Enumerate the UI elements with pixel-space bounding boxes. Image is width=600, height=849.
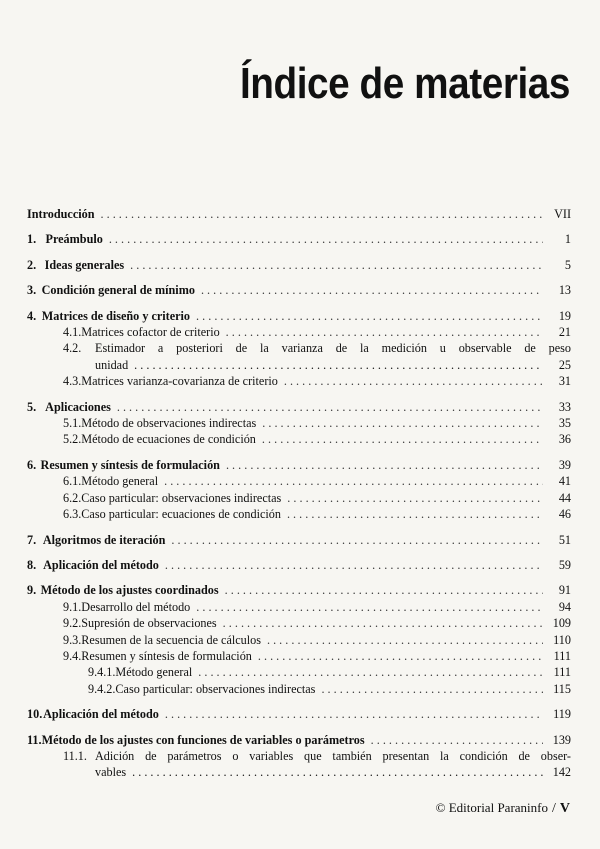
toc-leader-dots — [198, 664, 543, 680]
toc-leader-dots — [226, 324, 543, 340]
toc-group — [27, 706, 571, 722]
toc-entry-page: 111 — [553, 648, 571, 663]
toc-entry-page: 13 — [558, 283, 571, 298]
toc-entry-page: 5 — [564, 257, 571, 272]
toc-group — [27, 532, 571, 548]
toc-entry-title: Supresión de observaciones — [81, 616, 217, 631]
toc-entry-title: Método general — [81, 474, 159, 489]
toc-entry-page: 111 — [553, 665, 571, 680]
toc-leader-dots — [196, 599, 543, 615]
toc-chapter-entry — [27, 557, 571, 573]
toc-entry-number: 9.4. — [63, 648, 82, 663]
toc-entry-title: Matrices varianza-covarianza de criterio — [81, 374, 278, 389]
toc-group — [27, 257, 571, 273]
toc-entry-title: Caso particular: observaciones indirectas — [115, 681, 316, 696]
toc-group — [27, 557, 571, 573]
toc-leader-dots — [109, 231, 543, 247]
toc-entry-title: Aplicación del método — [43, 557, 159, 572]
page-footer — [436, 800, 570, 817]
toc-section-entry — [27, 648, 571, 664]
toc-group — [27, 457, 571, 523]
toc-entry-page: 59 — [558, 557, 571, 572]
toc-entry-page: 139 — [552, 732, 571, 747]
toc-entry-number: 4.1. — [63, 325, 82, 340]
toc-entry-title: Método de los ajustes coordinados — [40, 583, 219, 598]
toc-entry-title: Ideas generales — [44, 257, 125, 272]
toc-section-entry — [27, 340, 571, 373]
toc-entry-title: Preámbulo — [45, 232, 103, 247]
toc-entry-line — [63, 748, 571, 764]
table-of-contents — [27, 206, 571, 781]
toc-group — [27, 231, 571, 247]
toc-entry-title: Matrices cofactor de criterio — [81, 325, 220, 340]
toc-group — [27, 582, 571, 697]
toc-section-entry — [27, 599, 571, 615]
toc-leader-dots — [196, 308, 543, 324]
toc-entry-title: Caso particular: ecuaciones de condición — [81, 507, 281, 522]
toc-entry-number: 6.2. — [63, 490, 82, 505]
toc-leader-dots — [287, 506, 543, 522]
toc-leader-dots — [267, 632, 543, 648]
toc-leader-dots — [262, 415, 543, 431]
toc-entry-page: 119 — [553, 707, 571, 722]
toc-entry-page: 35 — [558, 416, 571, 431]
toc-entry-number: 3. — [27, 283, 37, 298]
toc-entry-page: 25 — [558, 357, 571, 372]
toc-subsection-entry — [27, 664, 571, 680]
toc-section-entry — [27, 615, 571, 631]
toc-entry-number: 5.2. — [63, 432, 82, 447]
toc-entry-line — [63, 340, 571, 356]
toc-subsection-entry — [27, 681, 571, 697]
toc-entry-number: 5. — [27, 399, 37, 414]
toc-entry-line — [63, 764, 571, 780]
toc-entry-number: 9.4.1. — [88, 665, 116, 680]
toc-section-entry — [27, 506, 571, 522]
toc-leader-dots — [165, 557, 543, 573]
toc-entry-number: 9.4.2. — [88, 681, 116, 696]
toc-entry-title: Aplicación del método — [43, 707, 159, 722]
toc-chapter-entry — [27, 732, 571, 748]
toc-entry-number: 4.2. — [63, 341, 82, 356]
toc-entry-page: 142 — [552, 765, 571, 780]
toc-leader-dots — [226, 457, 543, 473]
toc-entry-title: Aplicaciones — [45, 399, 111, 414]
toc-entry-page: 33 — [558, 399, 571, 414]
toc-entry-page: 91 — [558, 583, 571, 598]
toc-entry-page: 94 — [558, 599, 571, 614]
publisher-credit: © Editorial Paraninfo — [435, 800, 548, 815]
toc-section-entry — [27, 431, 571, 447]
toc-section-entry — [27, 632, 571, 648]
toc-entry-title: Adición de parámetros o variables que también presentan la condición de obser- — [95, 748, 571, 763]
toc-entry-title: Condición general de mínimo — [41, 283, 195, 298]
toc-entry-number: 9.3. — [63, 632, 82, 647]
toc-leader-dots — [223, 615, 543, 631]
toc-entry-page: 31 — [558, 374, 571, 389]
toc-group — [27, 308, 571, 390]
toc-leader-dots — [225, 582, 543, 598]
toc-entry-page: 115 — [553, 681, 571, 696]
toc-section-entry — [27, 373, 571, 389]
toc-entry-title: Método de observaciones indirectas — [81, 416, 257, 431]
toc-entry-page: 109 — [552, 616, 571, 631]
toc-entry-number: 9.1. — [63, 599, 82, 614]
toc-group — [27, 732, 571, 781]
toc-entry-page: 1 — [564, 232, 571, 247]
toc-entry-number: 11.1. — [63, 748, 87, 763]
toc-entry-page: 36 — [558, 432, 571, 447]
toc-entry-page: 46 — [558, 507, 571, 522]
toc-entry-number: 9.2. — [63, 616, 82, 631]
toc-entry-number: 8. — [27, 557, 37, 572]
toc-entry-title-continued: unidad — [95, 357, 129, 372]
footer-separator: / — [551, 801, 556, 816]
page-title: Índice de materias — [240, 59, 570, 109]
toc-entry-number: 9. — [27, 583, 37, 598]
toc-leader-dots — [101, 206, 544, 222]
toc-leader-dots — [117, 399, 543, 415]
toc-entry-number: 6. — [27, 457, 37, 472]
toc-chapter-entry — [27, 582, 571, 598]
toc-chapter-entry — [27, 532, 571, 548]
toc-entry-title: Algoritmos de iteración — [42, 532, 166, 547]
toc-group — [27, 282, 571, 298]
toc-entry-page: 19 — [558, 308, 571, 323]
toc-entry-title: Método de ecuaciones de condición — [81, 432, 256, 447]
toc-leader-dots — [201, 282, 543, 298]
toc-leader-dots — [134, 357, 543, 373]
toc-entry-title: Método de los ajustes con funciones de variables o parámetros — [41, 732, 365, 747]
toc-entry-line — [63, 357, 571, 373]
toc-chapter-entry — [27, 399, 571, 415]
toc-section-entry — [27, 415, 571, 431]
toc-entry-title: Resumen y síntesis de formulación — [40, 457, 220, 472]
toc-leader-dots — [258, 648, 543, 664]
toc-chapter-entry — [27, 257, 571, 273]
toc-entry-number: 11. — [27, 732, 42, 747]
toc-group — [27, 206, 571, 222]
toc-entry-number: 4.3. — [63, 374, 82, 389]
toc-section-entry — [27, 324, 571, 340]
toc-chapter-entry — [27, 231, 571, 247]
toc-entry-page: 41 — [558, 474, 571, 489]
toc-leader-dots — [171, 532, 543, 548]
toc-entry-title: Resumen de la secuencia de cálculos — [81, 632, 261, 647]
toc-entry-number: 4. — [27, 308, 37, 323]
toc-chapter-entry — [27, 308, 571, 324]
toc-section-entry — [27, 490, 571, 506]
toc-entry-number: 6.1. — [63, 474, 82, 489]
toc-leader-dots — [262, 431, 543, 447]
toc-entry-page: VII — [554, 207, 571, 221]
toc-entry-title: Desarrollo del método — [81, 599, 191, 614]
toc-entry-title: Caso particular: observaciones indirectas — [81, 490, 282, 505]
toc-leader-dots — [321, 681, 543, 697]
toc-chapter-entry — [27, 282, 571, 298]
toc-chapter-entry — [27, 457, 571, 473]
toc-leader-dots — [371, 732, 543, 748]
toc-entry-number: 10. — [27, 707, 43, 722]
toc-entry-number: 6.3. — [63, 507, 82, 522]
toc-entry-page: 21 — [558, 325, 571, 340]
toc-leader-dots — [165, 706, 543, 722]
toc-entry-page: 110 — [553, 632, 571, 647]
toc-section-entry — [27, 473, 571, 489]
toc-entry-page: 44 — [558, 490, 571, 505]
toc-entry-title: Estimador a posteriori de la varianza de la medición u observable de peso — [95, 341, 571, 356]
toc-entry-title: Método general — [115, 665, 193, 680]
toc-entry-number: 1. — [27, 232, 37, 247]
toc-entry-title: Matrices de diseño y criterio — [41, 308, 191, 323]
toc-leader-dots — [132, 764, 543, 780]
toc-leader-dots — [284, 373, 543, 389]
toc-entry-number: 2. — [27, 257, 37, 272]
toc-entry-page: 39 — [558, 457, 571, 472]
toc-entry-number: 7. — [27, 532, 37, 547]
toc-leader-dots — [287, 490, 543, 506]
toc-chapter-entry — [27, 706, 571, 722]
toc-group — [27, 399, 571, 448]
toc-intro-entry — [27, 206, 571, 222]
toc-section-entry — [27, 748, 571, 781]
toc-entry-title-continued: vables — [95, 765, 127, 780]
toc-leader-dots — [164, 473, 543, 489]
toc-entry-title: Introducción — [27, 207, 95, 221]
toc-entry-page: 51 — [558, 532, 571, 547]
toc-entry-title: Resumen y síntesis de formulación — [81, 648, 252, 663]
page-number: V — [559, 801, 570, 816]
toc-leader-dots — [130, 257, 543, 273]
toc-entry-number: 5.1. — [63, 416, 82, 431]
